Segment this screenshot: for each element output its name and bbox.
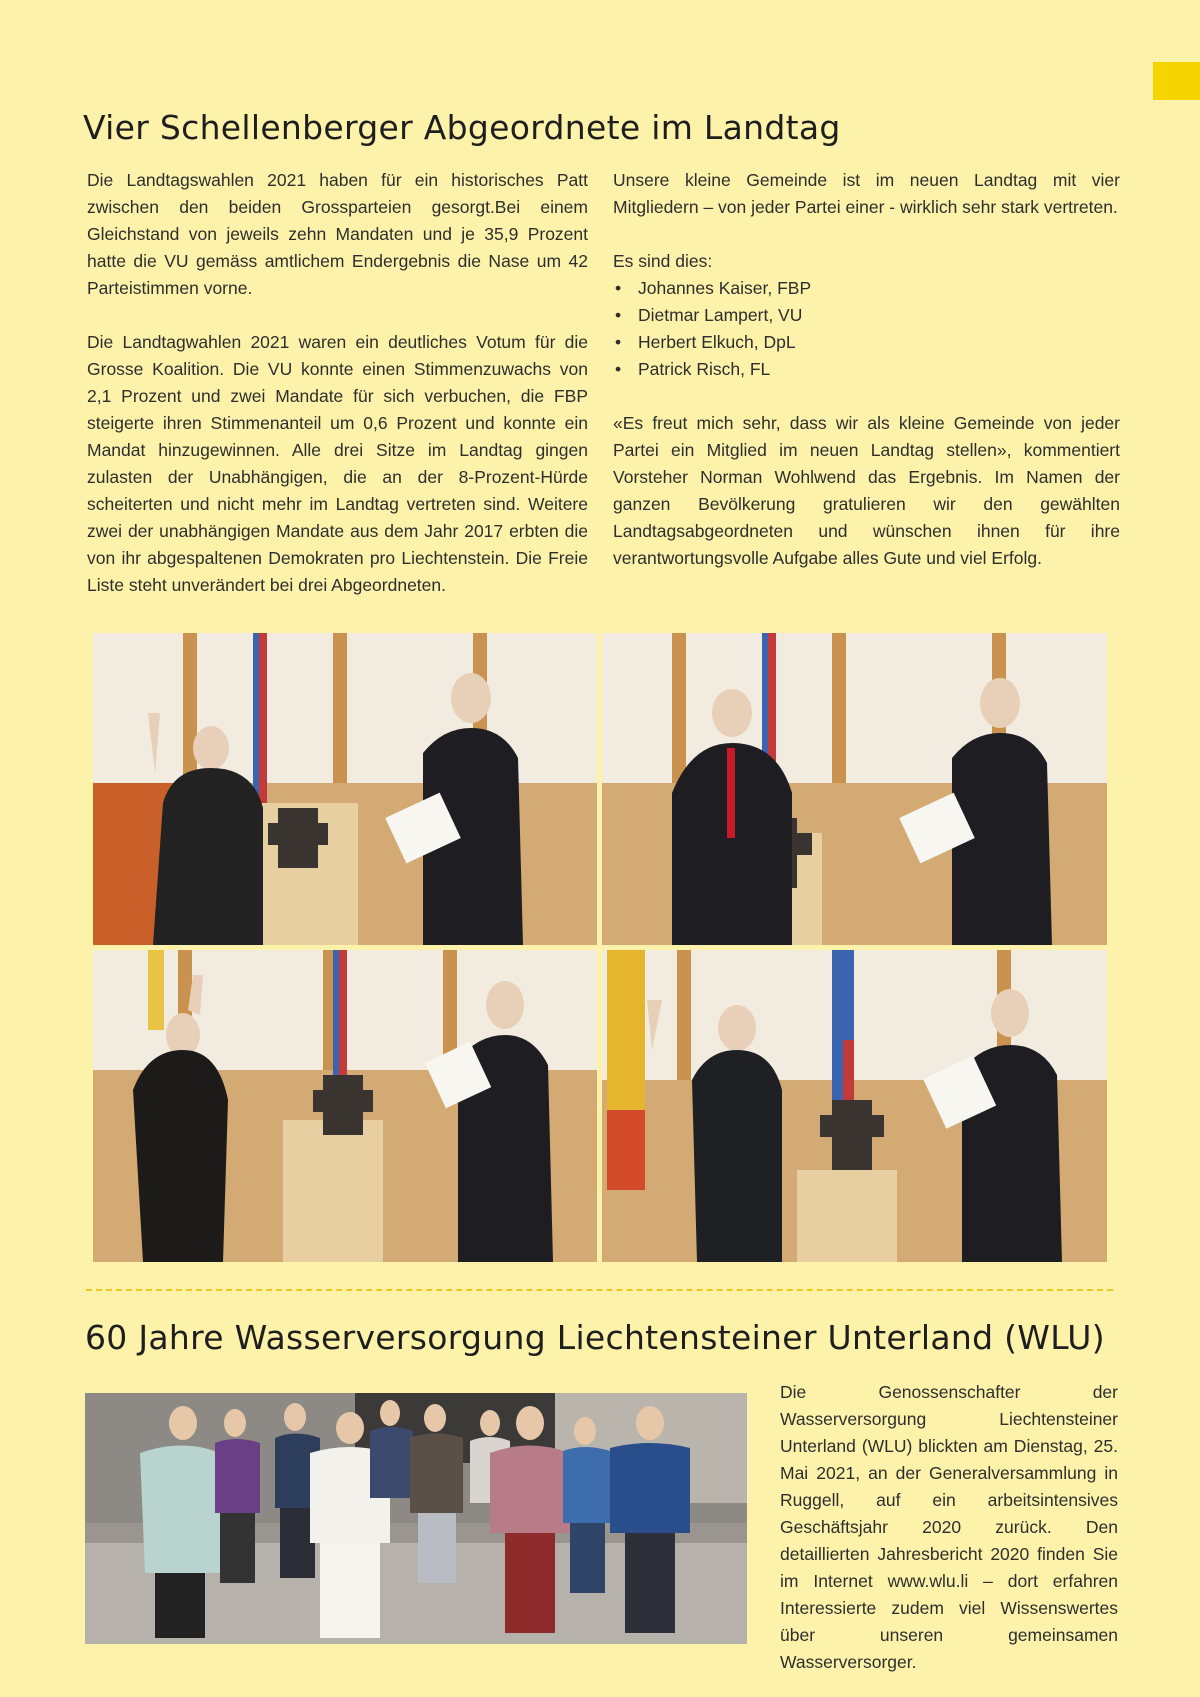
swearing-in-photo-4: [602, 950, 1107, 1262]
member-list: [613, 275, 1120, 383]
swearing-in-photo-2: [602, 633, 1107, 945]
list-item: • Dietmar Lampert, VU: [613, 302, 1120, 329]
paragraph: Unsere kleine Gemeinde ist im neuen Landtag mit vier Mitgliedern – von jeder Partei einer - wirklich sehr stark vertreten.: [613, 170, 1120, 217]
group-photo-wlu: [85, 1393, 747, 1644]
list-intro: Es sind dies:: [613, 251, 713, 271]
section-divider: [86, 1289, 1113, 1291]
article-title: Vier Schellenberger Abgeordnete im Landtag: [83, 108, 841, 147]
list-item: • Herbert Elkuch, DpL: [613, 329, 1120, 356]
paragraph: Die Landtagwahlen 2021 waren ein deutliches Votum für die Grosse Koalition. Die VU konnte einen Stimmenzuwachs von 2,1 Prozent und zwei Mandate für sich verbuchen, die FBP steigerte ihren Stimmenanteil um 0,6 Prozent und konnte ein Mandat hinzugewinnen. Alle drei Sitze im Landtag gingen zulasten der Unabhängigen, die an der 8-Prozent-Hürde scheiterten und nicht mehr im Landtag vertreten sind. Weitere zwei der unabhängigen Mandate aus dem Jahr 2017 erbten die von ihr abgespaltenen Demokraten pro Liechtenstein. Die Freie Liste steht unverändert bei drei Abgeordneten.: [87, 332, 588, 595]
list-item: • Patrick Risch, FL: [613, 356, 1120, 383]
wlu-article-text: [780, 1379, 1118, 1676]
swearing-in-photo-3: [93, 950, 597, 1262]
swearing-in-photo-1: [93, 633, 597, 945]
article-title: 60 Jahre Wasserversorgung Liechtensteiner Unterland (WLU): [85, 1318, 1105, 1357]
list-item: • Johannes Kaiser, FBP: [613, 275, 1120, 302]
article-left-column: [87, 167, 588, 599]
page-marker-tab: [1153, 62, 1200, 100]
quote-paragraph: «Es freut mich sehr, dass wir als kleine Gemeinde von jeder Partei ein Mitglied im neuen Landtag stellen», kommentiert Vorsteher Norman Wohlwend das Ergebnis. Im Namen der ganzen Bevölkerung gratulieren wir den gewählten Landtagsabgeordneten und wünschen ihnen für ihre verantwortungsvolle Aufgabe alles Gute und viel Erfolg.: [613, 413, 1120, 568]
article-right-column: [613, 167, 1120, 572]
paragraph: Die Landtagswahlen 2021 haben für ein historisches Patt zwischen den beiden Grossparteien gesorgt.Bei einem Gleichstand von jeweils zehn Mandaten und je 35,9 Prozent hatte die VU gemäss amtlichem Endergebnis die Nase um 42 Parteistimmen vorne.: [87, 170, 588, 298]
paragraph: Die Genossenschafter der Wasserversorgung Liechtensteiner Unterland (WLU) blickten am Dienstag, 25. Mai 2021, an der Generalversammlung in Ruggell, auf ein arbeitsintensives Geschäftsjahr 2020 zurück. Den detaillierten Jahresbericht 2020 finden Sie im Internet www.wlu.li – dort erfahren Interessierte zudem viel Wissenswertes über unseren gemeinsamen Wasserversorger.: [780, 1382, 1118, 1672]
